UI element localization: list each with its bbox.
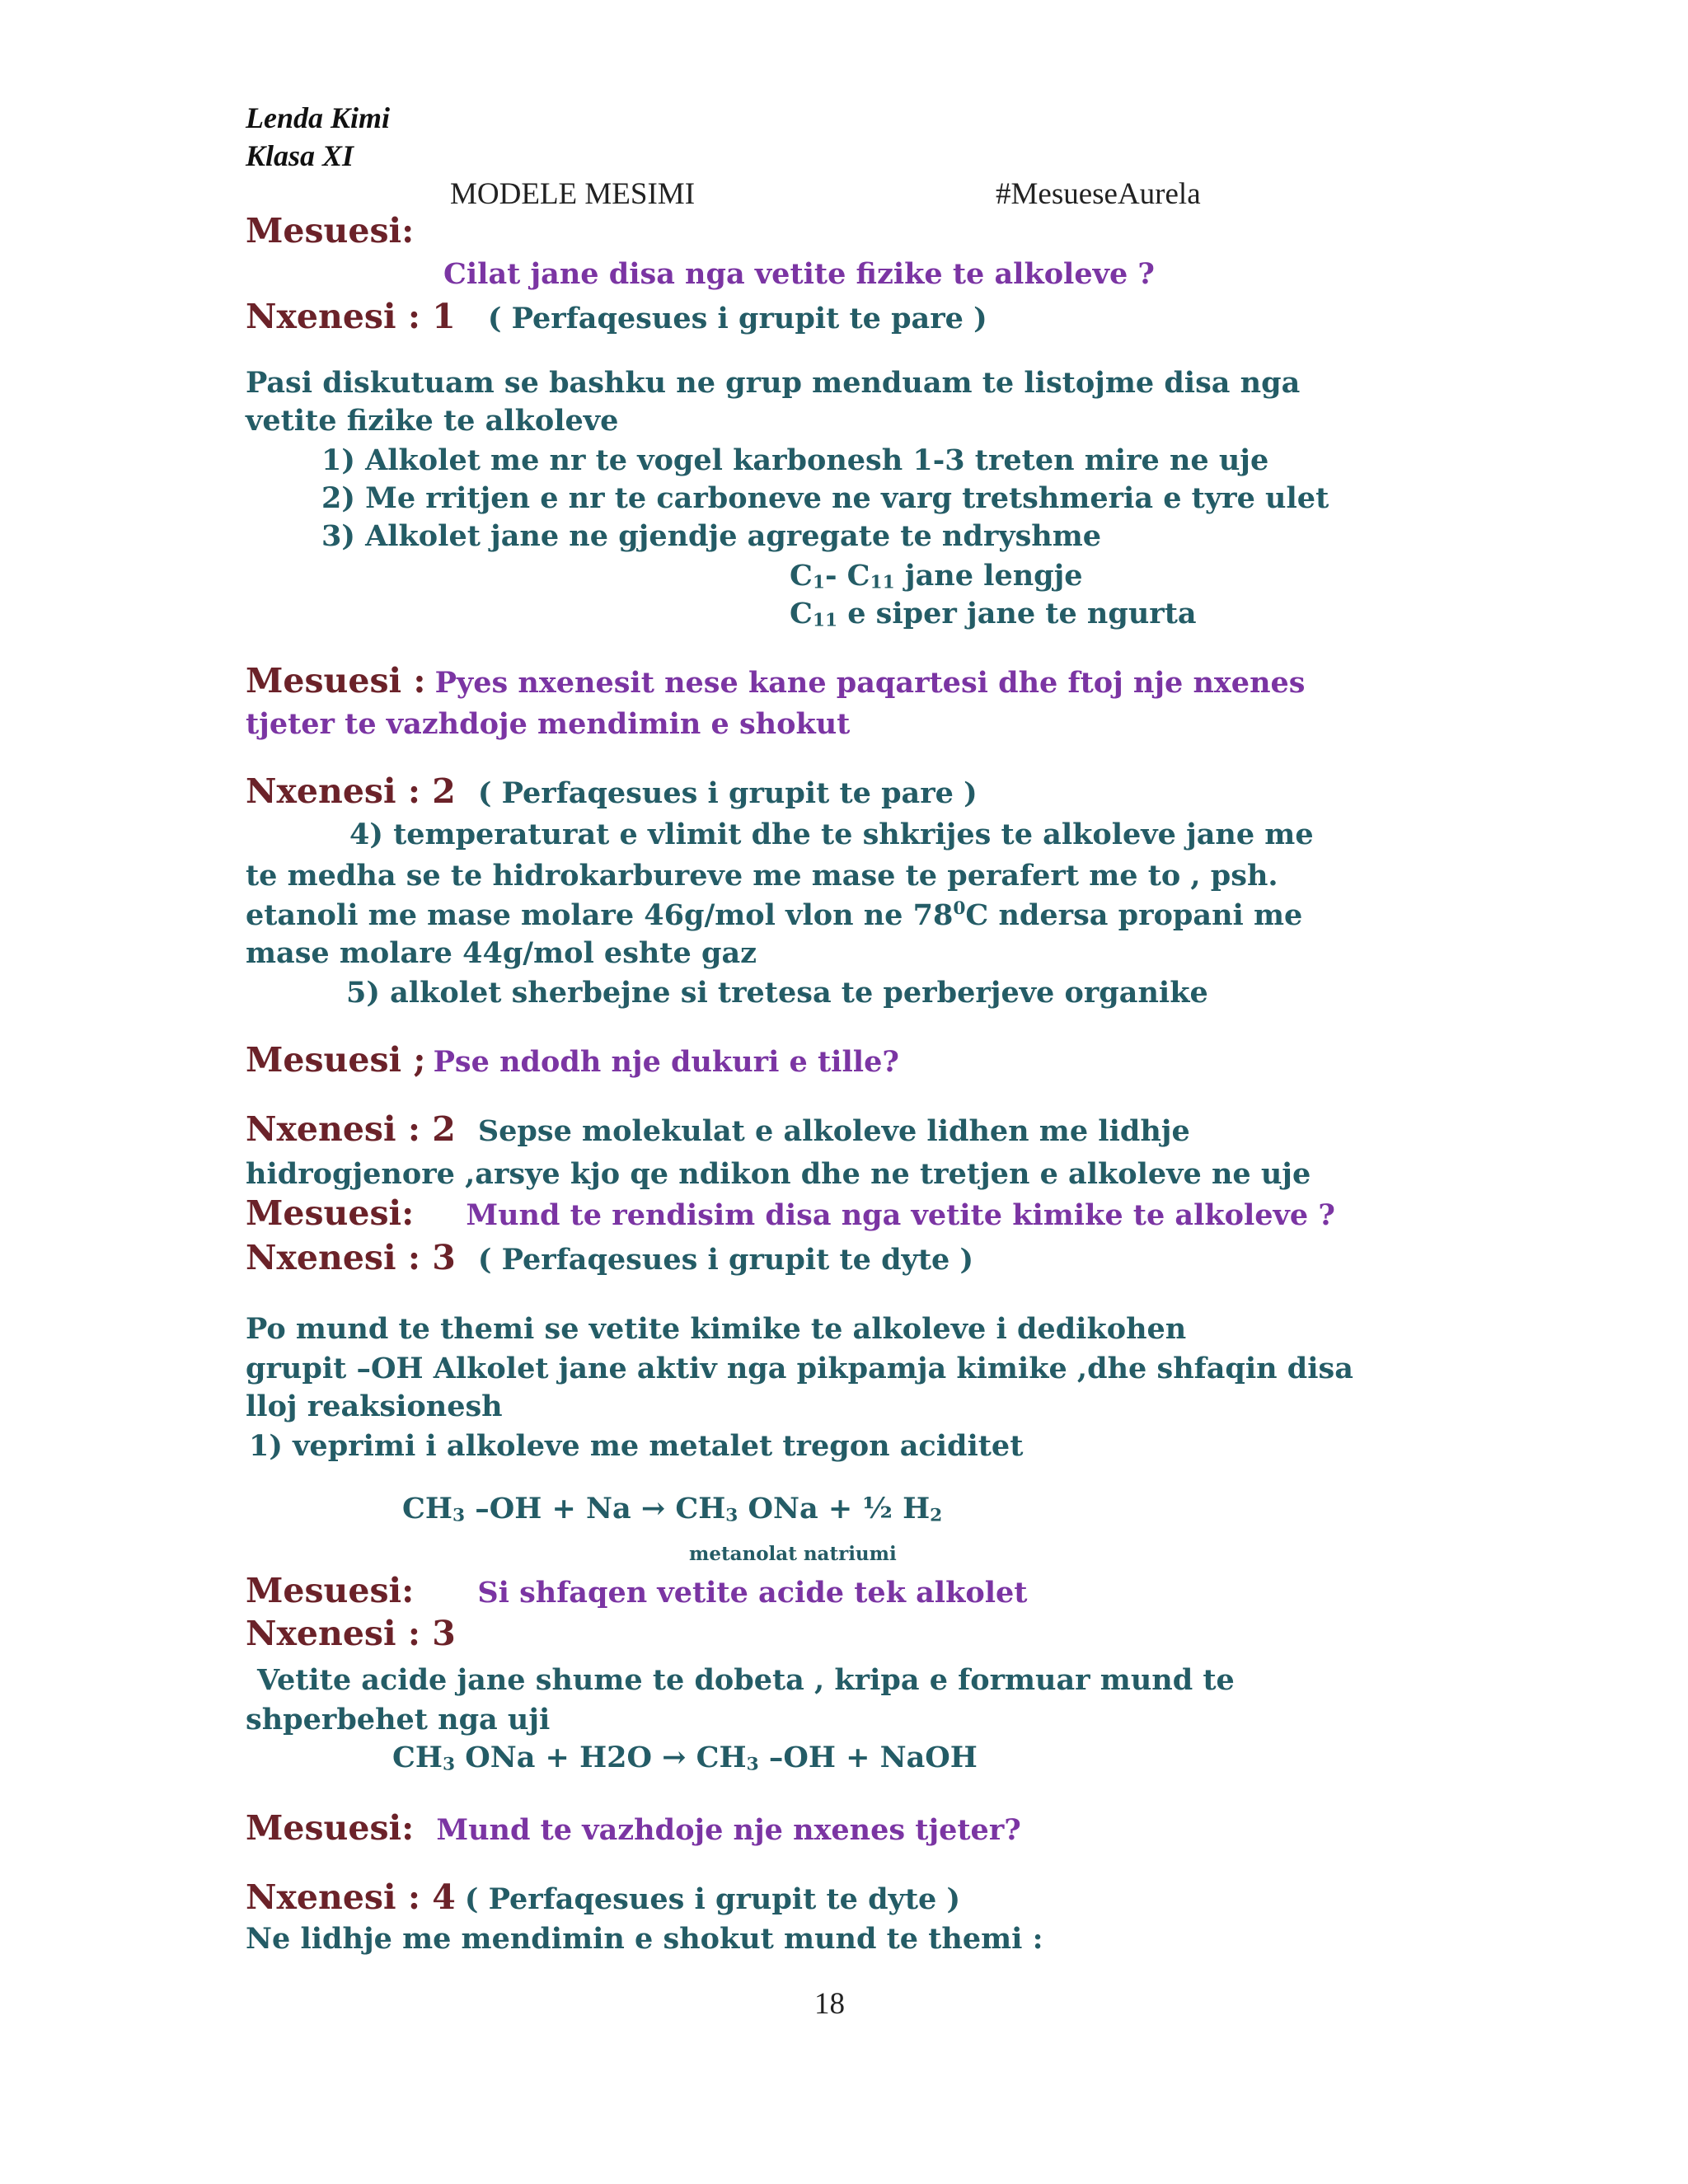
- equation-note: metanolat natriumi: [689, 1543, 897, 1565]
- dialogue-line: [246, 1877, 960, 1917]
- teacher-question: Si shfaqen vetite acide tek alkolet: [477, 1576, 1028, 1610]
- speaker-label: Nxenesi : 4: [246, 1877, 456, 1917]
- dialogue-line: [246, 1109, 1190, 1149]
- teacher-question: Mund te vazhdoje nje nxenes tjeter?: [436, 1813, 1021, 1847]
- student-text: shperbehet nga uji: [246, 1703, 551, 1736]
- speaker-label: Nxenesi : 2: [246, 1109, 456, 1149]
- student-role: ( Perfaqesues i grupit te pare ): [477, 776, 978, 810]
- student-role: ( Perfaqesues i grupit te dyte ): [464, 1882, 961, 1916]
- teacher-question: Mund te rendisim disa nga vetite kimike te alkoleve ?: [466, 1198, 1335, 1232]
- list-item: 2) Me rritjen e nr te carboneve ne varg tretshmeria e tyre ulet: [321, 481, 1329, 515]
- dialogue-line: [246, 661, 1306, 701]
- student-text: Po mund te themi se vetite kimike te alkoleve i dedikohen: [246, 1312, 1187, 1346]
- speaker-label: Mesuesi:: [246, 211, 415, 251]
- subject-label: Lenda Kimi: [246, 101, 391, 134]
- student-text: hidrogjenore ,arsye kjo qe ndikon dhe ne tretjen e alkoleve ne uje: [246, 1157, 1311, 1191]
- formula-line: $C_1-$ $C_{11}$ jane lengje: [790, 559, 1083, 593]
- teacher-text: Pyes nxenesit nese kane paqartesi dhe ftoj nje nxenes: [434, 666, 1306, 700]
- speaker-label: Nxenesi : 1: [246, 297, 456, 336]
- dialogue-line: [246, 1193, 1335, 1233]
- student-text: mase molare 44g/mol eshte gaz: [246, 936, 757, 970]
- chemical-equation: $CH_3$ $-OH + Na \to CH_3$ ONa + ½ $H_2$: [402, 1492, 943, 1526]
- hashtag: #MesueseAurela: [996, 177, 1201, 211]
- teacher-text: tjeter te vazhdoje mendimin e shokut: [246, 707, 851, 741]
- dialogue-line: [246, 1571, 1027, 1610]
- student-text: Sepse molekulat e alkoleve lidhen me lidhje: [477, 1114, 1190, 1148]
- dialogue-line: [246, 771, 978, 811]
- dialogue-line: [246, 1238, 973, 1277]
- student-text: vetite fizike te alkoleve: [246, 404, 619, 438]
- speaker-label: Mesuesi:: [246, 1808, 415, 1848]
- student-role: ( Perfaqesues i grupit te pare ): [487, 302, 987, 335]
- chemical-equation: $CH_3$ ONa + $H2O \to CH_3$ –OH + NaOH: [392, 1741, 978, 1775]
- dialogue-line: [246, 1040, 899, 1080]
- student-text: te medha se te hidrokarbureve me mase te perafert me to , psh.: [246, 859, 1278, 893]
- page-number: 18: [814, 1987, 845, 2021]
- speaker-label: Mesuesi ;: [246, 1040, 426, 1080]
- document-title: MODELE MESIMI: [450, 177, 696, 211]
- speaker-label: Mesuesi:: [246, 1193, 415, 1233]
- speaker-label: Nxenesi : 3: [246, 1238, 456, 1277]
- speaker-label: Mesuesi :: [246, 661, 426, 701]
- speaker-label: Nxenesi : 2: [246, 771, 456, 811]
- student-text: etanoli me mase molare 46g/mol vlon ne $78^0C$ ndersa propani me: [246, 898, 1303, 932]
- list-item: 3) Alkolet jane ne gjendje agregate te ndryshme: [321, 519, 1102, 553]
- student-text: Pasi diskutuam se bashku ne grup menduam te listojme disa nga: [246, 366, 1301, 400]
- dialogue-line: [246, 297, 987, 336]
- list-item: 4) temperaturat e vlimit dhe te shkrijes te alkoleve jane me: [349, 818, 1314, 851]
- list-item: 5) alkolet sherbejne si tretesa te perberjeve organike: [346, 976, 1208, 1010]
- speaker-label: Mesuesi:: [246, 1571, 415, 1610]
- student-role: ( Perfaqesues i grupit te dyte ): [477, 1243, 974, 1277]
- teacher-text: Pse ndodh nje dukuri e tille?: [433, 1045, 899, 1079]
- dialogue-line: [246, 1808, 1021, 1848]
- student-text: lloj reaksionesh: [246, 1390, 503, 1423]
- student-text: Vetite acide jane shume te dobeta , kripa e formuar mund te: [257, 1663, 1235, 1697]
- list-item: 1) Alkolet me nr te vogel karbonesh 1-3 treten mire ne uje: [321, 443, 1269, 477]
- student-text: Ne lidhje me mendimin e shokut mund te themi :: [246, 1922, 1043, 1956]
- teacher-question: Cilat jane disa nga vetite fizike te alkoleve ?: [443, 257, 1155, 291]
- student-text: grupit –OH Alkolet jane aktiv nga pikpamja kimike ,dhe shfaqin disa: [246, 1352, 1353, 1385]
- formula-line: $C_{11}$ e siper jane te ngurta: [790, 597, 1197, 631]
- class-label: Klasa XI: [246, 139, 354, 172]
- list-item: 1) veprimi i alkoleve me metalet tregon aciditet: [249, 1429, 1024, 1463]
- speaker-label: Nxenesi : 3: [246, 1614, 456, 1653]
